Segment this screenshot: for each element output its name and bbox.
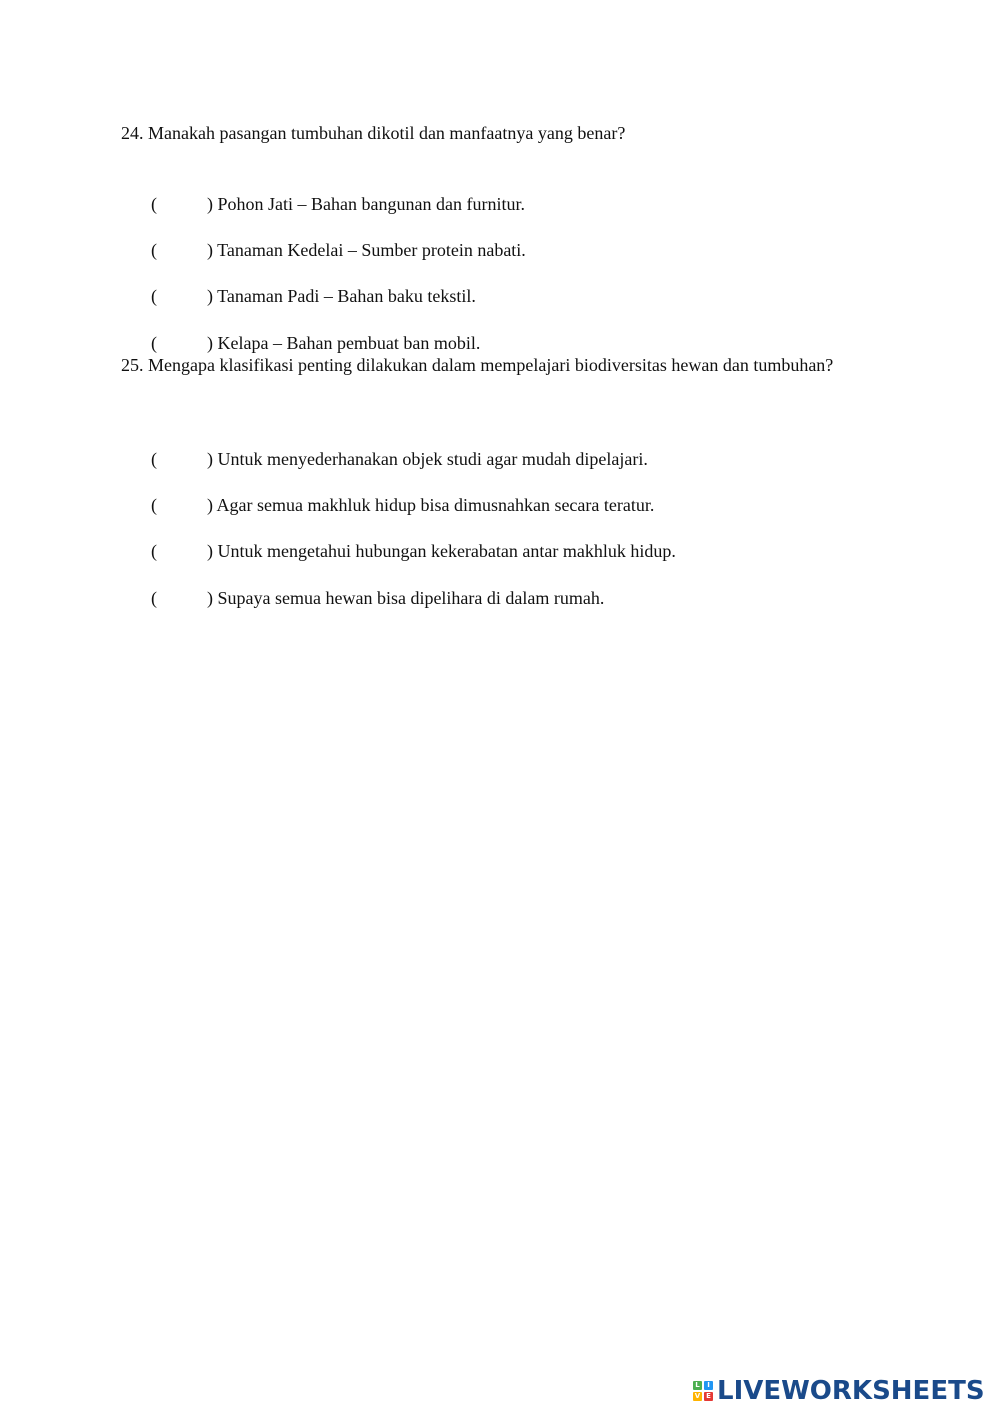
- option-text: ) Kelapa – Bahan pembuat ban mobil.: [207, 333, 481, 353]
- option-text: ) Tanaman Kedelai – Sumber protein nabati.: [207, 240, 526, 260]
- question-25-text: 25. Mengapa klasifikasi penting dilakukan dalam mempelajari biodiversitas hewan dan tumbuhan?: [121, 355, 834, 375]
- question-24-option-c: [151, 284, 476, 308]
- logo-block-v: V: [694, 1392, 701, 1400]
- answer-box[interactable]: (: [151, 194, 157, 214]
- logo-blocks-icon: [693, 1381, 713, 1401]
- option-text: ) Supaya semua hewan bisa dipelihara di dalam rumah.: [207, 588, 605, 608]
- option-text: ) Tanaman Padi – Bahan baku tekstil.: [207, 286, 476, 306]
- answer-box[interactable]: (: [151, 240, 157, 260]
- answer-box[interactable]: (: [151, 588, 157, 608]
- logo-block-l: L: [693, 1381, 702, 1390]
- question-25-option-d: [151, 586, 604, 610]
- option-text: ) Agar semua makhluk hidup bisa dimusnahkan secara teratur.: [207, 495, 655, 515]
- answer-box[interactable]: (: [151, 449, 157, 469]
- question-24: [121, 121, 879, 353]
- logo-text: LIVEWORKSHEETS: [717, 1376, 985, 1406]
- question-24-text: 24. Manakah pasangan tumbuhan dikotil dan manfaatnya yang benar?: [121, 123, 626, 143]
- question-24-option-d: [151, 331, 480, 355]
- question-25-option-b: [151, 493, 654, 517]
- option-text: ) Untuk mengetahui hubungan kekerabatan antar makhluk hidup.: [207, 541, 676, 561]
- question-25-option-c: [151, 539, 676, 563]
- logo-block-i: I: [704, 1381, 713, 1390]
- option-text: ) Pohon Jati – Bahan bangunan dan furnitur.: [207, 194, 525, 214]
- question-24-option-a: [151, 192, 525, 216]
- liveworksheets-logo: [693, 1375, 985, 1407]
- answer-box[interactable]: (: [151, 286, 157, 306]
- answer-box[interactable]: (: [151, 541, 157, 561]
- question-24-option-b: [151, 238, 526, 262]
- logo-block-e: E: [704, 1392, 713, 1401]
- question-25-option-a: [151, 447, 648, 471]
- answer-box[interactable]: (: [151, 333, 157, 353]
- question-25: [121, 353, 879, 608]
- answer-box[interactable]: (: [151, 495, 157, 515]
- option-text: ) Untuk menyederhanakan objek studi agar mudah dipelajari.: [207, 449, 648, 469]
